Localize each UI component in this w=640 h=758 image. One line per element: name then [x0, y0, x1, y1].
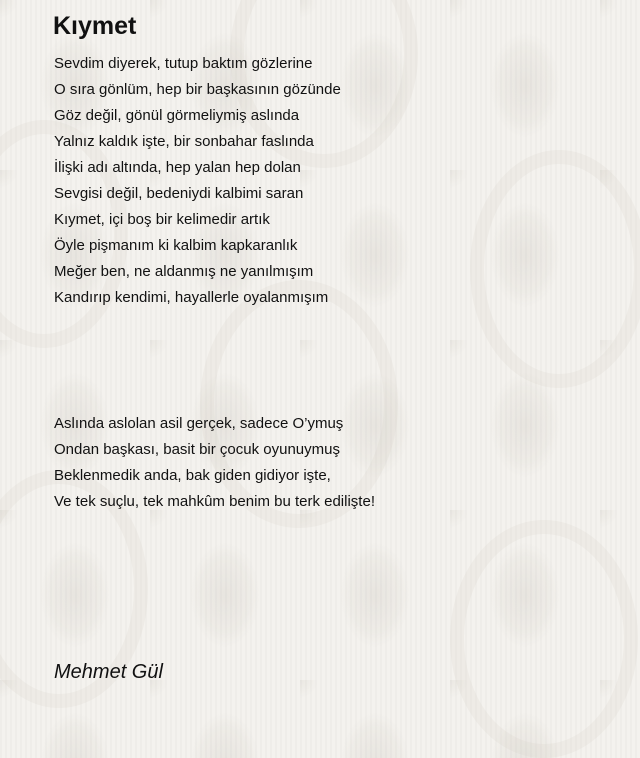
- poem-line: Aslında aslolan asil gerçek, sadece O’ymuş: [54, 415, 344, 432]
- poem-stanza-1: [54, 51, 341, 311]
- background-damask-ornament: [470, 150, 640, 388]
- poem-line: Yalnız kaldık işte, bir sonbahar faslında: [54, 133, 314, 150]
- poem-line: Kandırıp kendimi, hayallerle oyalanmışım: [54, 289, 329, 306]
- poem-author: Mehmet Gül: [54, 661, 163, 683]
- poem-stanza-2: [54, 411, 375, 515]
- poem-title: Kıymet: [53, 12, 137, 40]
- poem-line: Öyle pişmanım ki kalbim kapkaranlık: [54, 237, 298, 254]
- background-damask-ornament: [450, 520, 638, 758]
- poem-line: Sevdim diyerek, tutup baktım gözlerine: [54, 55, 313, 72]
- poem-line: O sıra gönlüm, hep bir başkasının gözünde: [54, 81, 341, 98]
- poem-line: Ve tek suçlu, tek mahkûm benim bu terk edilişte!: [54, 493, 375, 510]
- poem-line: İlişki adı altında, hep yalan hep dolan: [54, 159, 301, 176]
- poem-line: Beklenmedik anda, bak giden gidiyor işte,: [54, 467, 331, 484]
- poem-line: Meğer ben, ne aldanmış ne yanılmışım: [54, 263, 314, 280]
- poem-line: Göz değil, gönül görmeliymiş aslında: [54, 107, 300, 124]
- poem-line: Ondan başkası, basit bir çocuk oyunuymuş: [54, 441, 340, 458]
- poem-line: Sevgisi değil, bedeniydi kalbimi saran: [54, 185, 304, 202]
- poem-line: Kıymet, içi boş bir kelimedir artık: [54, 211, 270, 228]
